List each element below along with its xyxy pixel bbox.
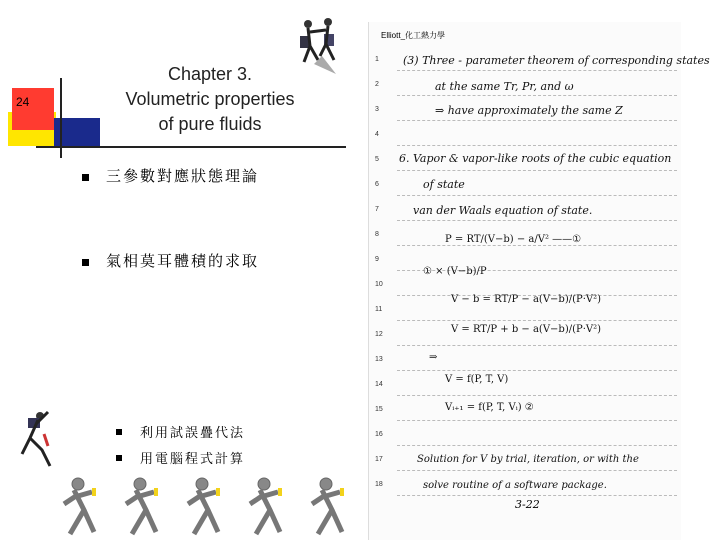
note-line-13: V = f(P, T, V) bbox=[445, 374, 509, 385]
note-line-11: V = RT/P + b − a(V−b)/(P·V²) bbox=[451, 324, 602, 335]
note-line-14: Vᵢ₊₁ = f(P, T, Vᵢ) ② bbox=[445, 402, 534, 413]
line-number: 4 bbox=[375, 131, 379, 138]
ruled-line bbox=[397, 70, 677, 72]
line-number: 3 bbox=[375, 106, 379, 113]
ruled-line bbox=[397, 95, 677, 97]
title-line-3: of pure fluids bbox=[158, 114, 262, 134]
line-number: 15 bbox=[375, 406, 383, 413]
slide-number: 24 bbox=[16, 95, 30, 109]
ruled-line bbox=[397, 470, 677, 472]
note-line-8: P = RT/(V−b) − a/V² ——① bbox=[445, 234, 582, 245]
bullet-corresponding-states: 三參數對應狀態理論 bbox=[106, 167, 260, 185]
line-number: 7 bbox=[375, 206, 379, 213]
line-number: 18 bbox=[375, 481, 383, 488]
note-line-7: van der Waals equation of state. bbox=[413, 204, 593, 217]
ruled-line bbox=[397, 220, 677, 222]
running-figures-decoration bbox=[56, 474, 346, 540]
sub-bullet-computer-program: 用電腦程式計算 bbox=[140, 452, 246, 467]
bullet-marker bbox=[82, 174, 89, 181]
note-line-16: Solution for V by trial, iteration, or with the bbox=[417, 454, 639, 465]
line-number: 17 bbox=[375, 456, 383, 463]
notes-page-number: 3-22 bbox=[515, 498, 540, 511]
climbing-people-icon bbox=[296, 16, 348, 78]
note-line-2: at the same Tr, Pr, and ω bbox=[435, 80, 574, 93]
ruled-line bbox=[397, 395, 677, 397]
notes-header: Elliott_化工熱力學 bbox=[381, 31, 446, 40]
ruled-line bbox=[397, 245, 677, 247]
sub-bullet-marker bbox=[116, 455, 122, 461]
bullet-vapor-volume: 氣相莫耳體積的求取 bbox=[106, 252, 260, 270]
line-number: 2 bbox=[375, 81, 379, 88]
sub-bullet-trial-iteration: 利用試誤疊代法 bbox=[140, 426, 246, 441]
note-line-3: ⇒ have approximately the same Z bbox=[435, 104, 623, 117]
sub-bullet-marker bbox=[116, 429, 122, 435]
title-line-2: Volumetric properties bbox=[125, 89, 295, 109]
line-number: 6 bbox=[375, 181, 379, 188]
climber-figure-icon bbox=[14, 410, 56, 470]
note-line-5: 6. Vapor & vapor-like roots of the cubic equation bbox=[399, 152, 672, 165]
slide-title bbox=[100, 62, 320, 137]
note-line-6: of state bbox=[423, 178, 465, 191]
bullet-marker bbox=[82, 259, 89, 266]
decor-horizontal-line bbox=[36, 146, 346, 148]
ruled-line bbox=[397, 120, 677, 122]
ruled-line bbox=[397, 195, 677, 197]
line-number: 16 bbox=[375, 431, 383, 438]
ruled-line bbox=[397, 420, 677, 422]
note-line-9: ① × (V−b)/P bbox=[423, 266, 487, 277]
line-number: 1 bbox=[375, 56, 379, 63]
line-number: 10 bbox=[375, 281, 383, 288]
line-number: 14 bbox=[375, 381, 383, 388]
line-number: 8 bbox=[375, 231, 379, 238]
ruled-line bbox=[397, 345, 677, 347]
line-number: 9 bbox=[375, 256, 379, 263]
note-line-10: V − b = RT/P − a(V−b)/(P·V²) bbox=[451, 294, 602, 305]
line-number: 12 bbox=[375, 331, 383, 338]
ruled-line bbox=[397, 370, 677, 372]
title-line-1: Chapter 3. bbox=[167, 64, 253, 84]
line-number: 13 bbox=[375, 356, 383, 363]
ruled-line bbox=[397, 495, 677, 497]
ruled-line bbox=[397, 445, 677, 447]
line-number: 5 bbox=[375, 156, 379, 163]
note-line-12: ⇒ bbox=[429, 352, 438, 363]
note-line-17: solve routine of a software package. bbox=[423, 480, 607, 491]
ruled-line bbox=[397, 145, 677, 147]
handwritten-notes-image bbox=[368, 22, 710, 540]
ruled-line bbox=[397, 170, 677, 172]
line-number: 11 bbox=[375, 306, 383, 313]
note-line-1: (3) Three - parameter theorem of corresponding states bbox=[403, 54, 710, 67]
ruled-line bbox=[397, 320, 677, 322]
